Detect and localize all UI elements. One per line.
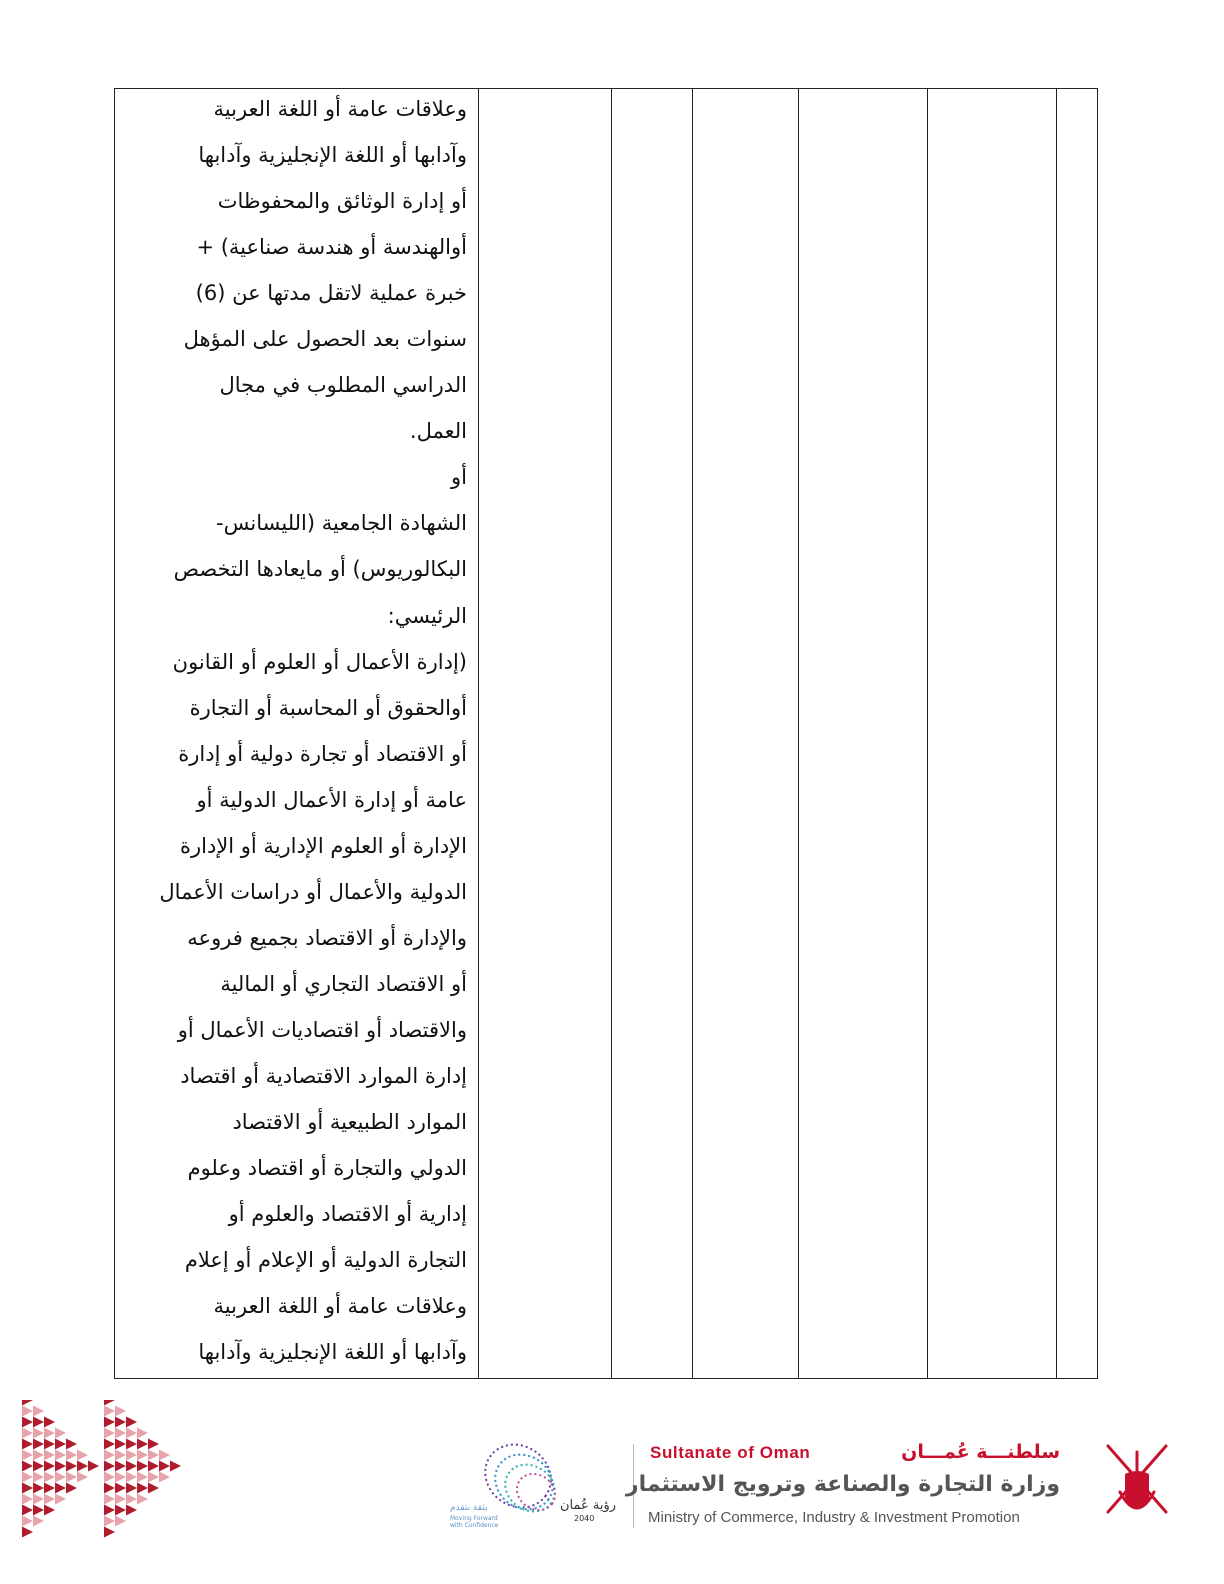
pattern-triangle xyxy=(66,1450,77,1461)
ministry-english-name: Ministry of Commerce, Industry & Investment Promotion xyxy=(648,1509,1020,1526)
text-line: إدارية أو الاقتصاد والعلوم أو xyxy=(228,1202,467,1227)
pattern-triangle xyxy=(148,1472,159,1483)
text-line: الشهادة الجامعية (الليسانس- xyxy=(216,511,467,536)
pattern-triangle xyxy=(104,1406,115,1417)
pattern-triangle xyxy=(115,1483,126,1494)
text-line: الموارد الطبيعية أو الاقتصاد xyxy=(232,1110,467,1135)
pattern-triangle xyxy=(22,1472,33,1483)
text-line: الدراسي المطلوب في مجال xyxy=(219,373,467,398)
pattern-triangle xyxy=(159,1472,170,1483)
vision-tagline-arabic: بثقة نتقدم xyxy=(450,1503,488,1513)
pattern-triangle xyxy=(159,1461,170,1472)
text-line: (إدارة الأعمال أو العلوم أو القانون xyxy=(172,649,467,674)
pattern-triangle xyxy=(55,1494,66,1505)
text-line: عامة أو إدارة الأعمال الدولية أو xyxy=(196,787,467,812)
pattern-triangle xyxy=(44,1428,55,1439)
ministry-arabic-name: وزارة التجارة والصناعة وترويج الاستثمار xyxy=(625,1472,1060,1497)
empty-cell xyxy=(928,89,1057,1379)
vision-arabic-label: رؤية عُمان xyxy=(560,1498,617,1513)
text-line: وآدابها أو اللغة الإنجليزية وآدابها xyxy=(198,1340,467,1365)
pattern-triangle xyxy=(33,1505,44,1516)
pattern-triangle xyxy=(33,1450,44,1461)
pattern-triangle xyxy=(159,1450,170,1461)
oman-emblem-icon xyxy=(1096,1440,1178,1528)
pattern-triangle xyxy=(66,1472,77,1483)
pattern-triangle xyxy=(104,1494,115,1505)
pattern-triangle xyxy=(115,1461,126,1472)
pattern-triangle xyxy=(22,1428,33,1439)
text-line: وآدابها أو اللغة الإنجليزية وآدابها xyxy=(198,143,467,168)
pattern-triangle xyxy=(104,1428,115,1439)
text-line: والاقتصاد أو اقتصاديات الأعمال أو xyxy=(177,1017,467,1042)
pattern-triangle xyxy=(22,1483,33,1494)
pattern-triangle xyxy=(77,1450,88,1461)
text-line: سنوات بعد الحصول على المؤهل xyxy=(183,327,467,352)
qualifications-table xyxy=(114,88,1098,1379)
pattern-triangle xyxy=(22,1494,33,1505)
pattern-triangle xyxy=(104,1483,115,1494)
pattern-triangle xyxy=(126,1450,137,1461)
text-line: وعلاقات عامة أو اللغة العربية xyxy=(213,97,467,121)
pattern-triangle xyxy=(22,1406,33,1417)
vision-tagline-english: Moving Forward with Confidence xyxy=(450,1515,499,1529)
pattern-triangle xyxy=(22,1461,33,1472)
pattern-triangle xyxy=(33,1417,44,1428)
pattern-triangle xyxy=(104,1450,115,1461)
pattern-triangle xyxy=(104,1527,115,1538)
text-line: الإدارة أو العلوم الإدارية أو الإدارة xyxy=(179,833,467,858)
pattern-triangle xyxy=(22,1505,33,1516)
pattern-triangle xyxy=(148,1483,159,1494)
sultanate-arabic-label: سلطنـــة عُمـــان xyxy=(901,1441,1060,1463)
pattern-triangle xyxy=(115,1450,126,1461)
pattern-triangle xyxy=(44,1483,55,1494)
empty-cell xyxy=(1057,89,1098,1379)
text-line: البكالوريوس) أو مايعادها التخصص xyxy=(173,557,467,582)
empty-cell xyxy=(799,89,928,1379)
text-line: والإدارة أو الاقتصاد بجميع فروعه xyxy=(187,925,467,950)
pattern-triangle xyxy=(115,1428,126,1439)
text-line: أو إدارة الوثائق والمحفوظات xyxy=(217,189,467,214)
pattern-triangle xyxy=(104,1417,115,1428)
pattern-triangle xyxy=(126,1494,137,1505)
text-line: أوالهندسة أو هندسة صناعية) + xyxy=(196,235,467,260)
pattern-triangle xyxy=(22,1439,33,1450)
pattern-triangle xyxy=(33,1494,44,1505)
pattern-triangle xyxy=(55,1483,66,1494)
pattern-triangle xyxy=(170,1461,181,1472)
empty-cell xyxy=(693,89,799,1379)
pattern-triangle xyxy=(33,1516,44,1527)
pattern-triangle xyxy=(33,1428,44,1439)
pattern-triangle xyxy=(137,1494,148,1505)
pattern-triangle xyxy=(104,1472,115,1483)
text-line: وعلاقات عامة أو اللغة العربية xyxy=(213,1294,467,1319)
pattern-triangle xyxy=(126,1417,137,1428)
pattern-triangle xyxy=(137,1472,148,1483)
pattern-triangle xyxy=(115,1494,126,1505)
pattern-triangle xyxy=(115,1472,126,1483)
pattern-triangle xyxy=(88,1461,99,1472)
pattern-triangle xyxy=(33,1472,44,1483)
text-line: أو xyxy=(451,465,467,490)
pattern-triangle xyxy=(55,1428,66,1439)
empty-cell xyxy=(612,89,693,1379)
pattern-triangle xyxy=(55,1450,66,1461)
pattern-triangle xyxy=(115,1439,126,1450)
pattern-triangle xyxy=(77,1461,88,1472)
pattern-triangle xyxy=(22,1400,33,1406)
pattern-triangle xyxy=(115,1505,126,1516)
pattern-triangle xyxy=(104,1516,115,1527)
pattern-triangle xyxy=(22,1527,33,1538)
sultanate-english-label: Sultanate of Oman xyxy=(650,1443,811,1462)
text-line: أوالحقوق أو المحاسبة أو التجارة xyxy=(189,695,467,720)
pattern-triangle xyxy=(126,1505,137,1516)
pattern-triangle xyxy=(137,1439,148,1450)
qualification-text xyxy=(115,86,478,1375)
triangle-pattern-icon xyxy=(22,1400,192,1550)
pattern-triangle xyxy=(104,1439,115,1450)
pattern-triangle xyxy=(44,1472,55,1483)
pattern-triangle xyxy=(33,1406,44,1417)
pattern-triangle xyxy=(126,1483,137,1494)
table-row xyxy=(115,89,1098,1379)
pattern-triangle xyxy=(126,1428,137,1439)
pattern-triangle xyxy=(66,1439,77,1450)
pattern-triangle xyxy=(55,1439,66,1450)
empty-cell xyxy=(479,89,612,1379)
pattern-triangle xyxy=(44,1461,55,1472)
pattern-triangle xyxy=(66,1483,77,1494)
pattern-triangle xyxy=(126,1472,137,1483)
pattern-triangle xyxy=(126,1461,137,1472)
text-line: إدارة الموارد الاقتصادية أو اقتصاد xyxy=(180,1063,467,1088)
pattern-triangle xyxy=(44,1439,55,1450)
text-line: أو الاقتصاد التجاري أو المالية xyxy=(220,971,467,996)
vision-year-label: 2040 xyxy=(574,1514,595,1523)
pattern-triangle xyxy=(104,1400,115,1406)
pattern-triangle xyxy=(104,1461,115,1472)
pattern-triangle xyxy=(55,1461,66,1472)
pattern-triangle xyxy=(66,1461,77,1472)
qualification-cell xyxy=(115,89,479,1379)
pattern-triangle xyxy=(137,1461,148,1472)
pattern-triangle xyxy=(115,1406,126,1417)
pattern-triangle xyxy=(44,1505,55,1516)
pattern-triangle xyxy=(148,1439,159,1450)
pattern-triangle xyxy=(44,1494,55,1505)
pattern-triangle xyxy=(22,1516,33,1527)
text-line: الدولية والأعمال أو دراسات الأعمال xyxy=(159,879,467,904)
pattern-triangle xyxy=(137,1450,148,1461)
pattern-triangle xyxy=(137,1428,148,1439)
pattern-triangle xyxy=(33,1439,44,1450)
pattern-triangle xyxy=(22,1450,33,1461)
pattern-triangle xyxy=(148,1450,159,1461)
pattern-triangle xyxy=(77,1472,88,1483)
pattern-triangle xyxy=(148,1461,159,1472)
text-line: العمل. xyxy=(409,419,467,444)
pattern-triangle xyxy=(44,1417,55,1428)
text-line: أو الاقتصاد أو تجارة دولية أو إدارة xyxy=(178,741,467,766)
pattern-triangle xyxy=(44,1450,55,1461)
pattern-triangle xyxy=(22,1417,33,1428)
text-line: خبرة عملية لاتقل مدتها عن (6) xyxy=(195,281,467,306)
pattern-triangle xyxy=(33,1461,44,1472)
pattern-triangle xyxy=(55,1472,66,1483)
text-line: الدولي والتجارة أو اقتصاد وعلوم xyxy=(187,1156,467,1181)
pattern-triangle xyxy=(33,1483,44,1494)
pattern-triangle xyxy=(115,1417,126,1428)
text-line: التجارة الدولية أو الإعلام أو إعلام xyxy=(184,1248,467,1273)
pattern-triangle xyxy=(115,1516,126,1527)
pattern-triangle xyxy=(104,1505,115,1516)
pattern-triangle xyxy=(137,1483,148,1494)
text-line: الرئيسي: xyxy=(387,603,467,628)
pattern-triangle xyxy=(126,1439,137,1450)
